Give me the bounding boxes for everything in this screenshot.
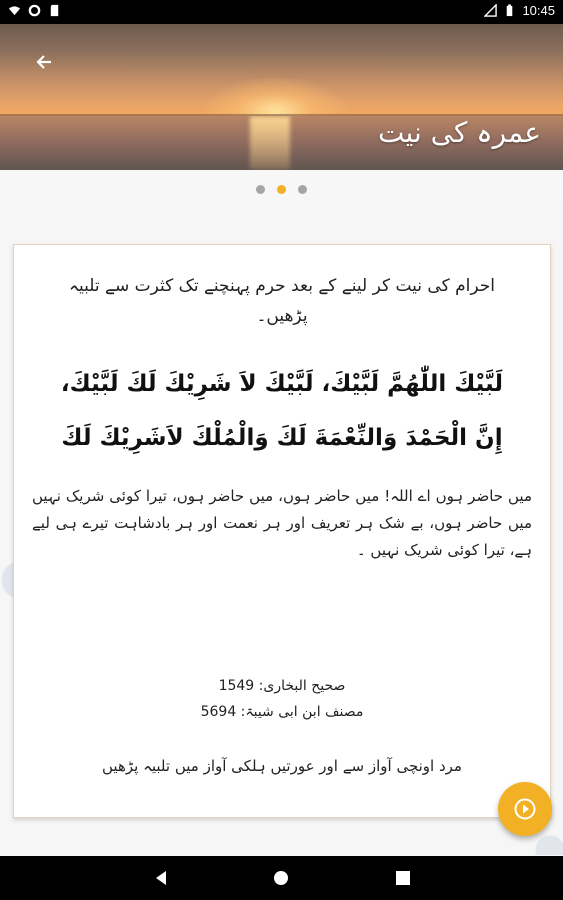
recents-nav-icon[interactable] [394,869,412,887]
back-button[interactable] [30,51,58,79]
reference-ibn-abi-shaybah: مصنف ابن ابی شیبۃ: 5694 [200,704,364,720]
status-time: 10:45 [522,3,555,18]
battery-icon [503,4,516,17]
signal-icon [484,4,497,17]
talbiyah-line-1: لَبَّيْكَ اللّٰهُمَّ لَبَّيْكَ، لَبَّيْكَ لاَ شَرِيْكَ لَكَ لَبَّيْكَ، [60,371,504,397]
pager-dot[interactable] [298,185,307,194]
sd-card-icon [48,4,61,17]
pager-dot[interactable] [256,185,265,194]
back-nav-icon[interactable] [152,869,170,887]
pager-dot-active[interactable] [277,185,286,194]
note-text: مرد اونچی آواز سے اور عورتیں ہلکی آواز میں تلبیہ پڑھیں [102,757,462,775]
wifi-icon [8,4,21,17]
status-bar [0,0,563,24]
header-banner [0,24,563,170]
navigation-bar [0,856,563,900]
intro-text: احرام کی نیت کر لینے کے بعد حرم پہنچنے تک کثرت سے تلبیہ پڑھیں۔ [69,276,495,326]
translation-text: میں حاضر ہوں اے اللہ! میں حاضر ہوں، میں حاضر ہوں، تیرا کوئی شریک نہیں میں حاضر ہوں، بے شک ہر تعریف اور ہر نعمت اور ہر بادشاہت تیرے ہی لیے ہے، تیرا کوئی شریک نہیں ۔ [32,487,532,559]
reference-bukhari: صحیح البخاری: 1549 [218,678,346,694]
play-audio-button[interactable] [498,782,552,836]
sun-reflection [250,116,290,170]
play-circle-icon [513,797,537,821]
home-nav-icon[interactable] [272,869,290,887]
arrow-left-icon [35,53,53,71]
sync-icon [28,4,41,17]
talbiyah-line-2: إِنَّ الْحَمْدَ وَالنِّعْمَةَ لَكَ وَالْمُلْكَ لاَشَرِيْكَ لَكَ [61,425,503,451]
talbiyah-text [28,357,536,465]
content-card [13,244,551,818]
pager-indicator [0,185,563,194]
references [14,673,550,725]
page-title: عمرہ کی نیت [378,116,541,149]
